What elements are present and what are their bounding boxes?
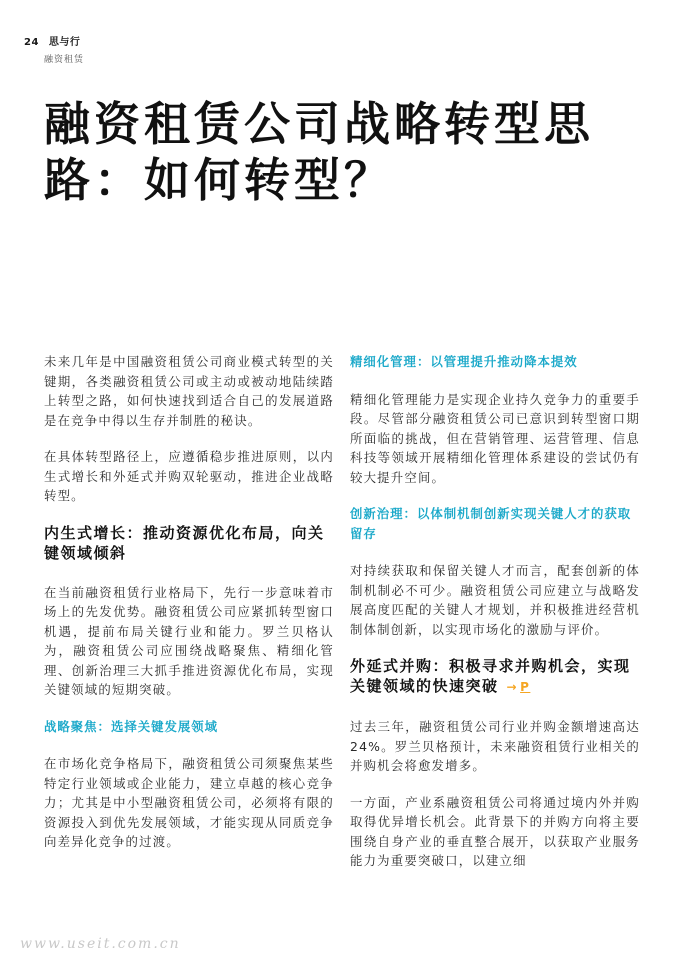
intro-paragraph: 未来几年是中国融资租赁公司商业模式转型的关键期，各类融资租赁公司或主动或被动地陆续踏上转型之路，如何快速找到适合自己的发展道路是在竞争中得以生存并制胜的秘诀。	[44, 354, 334, 428]
lean-management-heading: 精细化管理：以管理提升推动降本提效	[350, 354, 578, 369]
header-row	[24, 33, 86, 48]
strategic-focus-paragraph: 在市场化竞争格局下，融资租赁公司须聚焦某些特定行业领域或企业能力，建立卓越的核心竞争力；尤其是中小型融资租赁公司，必须将有限的资源投入到优先发展领域，才能实现从同质竞争向差异化竞争的过渡。	[44, 756, 334, 849]
section-label: 思与行	[48, 37, 81, 48]
page-ref-letter: P	[520, 680, 531, 694]
strategic-focus-heading: 战略聚焦：选择关键发展领域	[44, 718, 219, 734]
lean-management-paragraph: 精细化管理能力是实现企业持久竞争力的重要手段。尽管部分融资租赁公司已意识到转型窗口期所面临的挑战，但在营销管理、运营管理、信息科技等领域开展精细化管理体系建设的尝试仍有较大提升空间。	[350, 391, 640, 485]
organic-growth-paragraph: 在当前融资租赁行业格局下，先行一步意味着市场上的先发优势。融资租赁公司应紧抓转型窗口机遇，提前布局关键行业和能力。罗兰贝格认为，融资租赁公司应围绕战略聚焦、精细化管理、创新治理三大抓手推进资源优化布局，实现关键领域的短期突破。	[44, 584, 334, 697]
watermark: www.useit.com.cn	[20, 936, 181, 952]
mna-heading	[350, 656, 640, 697]
arrow-right-icon: →	[506, 680, 519, 694]
page-ref-link[interactable]	[507, 677, 531, 697]
innovative-governance-paragraph: 对持续获取和保留关键人才而言，配套创新的体制机制必不可少。融资租赁公司应建立与战略发展高度匹配的关键人才规划，并积极推进经营机制体制创新，以实现市场化的激励与评价。	[350, 563, 640, 637]
mna-growth-paragraph: 过去三年，融资租赁公司行业并购金额增速高达24%。罗兰贝格预计，未来融资租赁行业相关的并购机会将愈发增多。	[350, 719, 640, 773]
page-title: 融资租赁公司战略转型思路：如何转型？	[44, 97, 594, 207]
industry-mna-paragraph: 一方面，产业系融资租赁公司将通过境内外并购取得优异增长机会。此背景下的并购方向将主要围绕自身产业的垂直整合展开，以获取产业服务能力为重要突破口，以建立细	[350, 794, 640, 868]
innovative-governance-heading: 创新治理：以体制机制创新实现关键人才的获取留存	[350, 506, 632, 541]
left-column	[44, 352, 334, 869]
organic-growth-heading: 内生式增长：推动资源优化布局，向关键领域倾斜	[44, 523, 325, 562]
page-header	[24, 33, 86, 65]
mna-heading-text: 外延式并购：积极寻求并购机会，实现关键领域的快速突破	[350, 657, 631, 695]
page-number: 24	[24, 37, 39, 48]
right-column	[350, 352, 640, 888]
path-paragraph: 在具体转型路径上，应遵循稳步推进原则，以内生式增长和外延式并购双轮驱动，推进企业战略转型。	[44, 449, 334, 503]
subsection-label: 融资租赁	[44, 55, 85, 65]
